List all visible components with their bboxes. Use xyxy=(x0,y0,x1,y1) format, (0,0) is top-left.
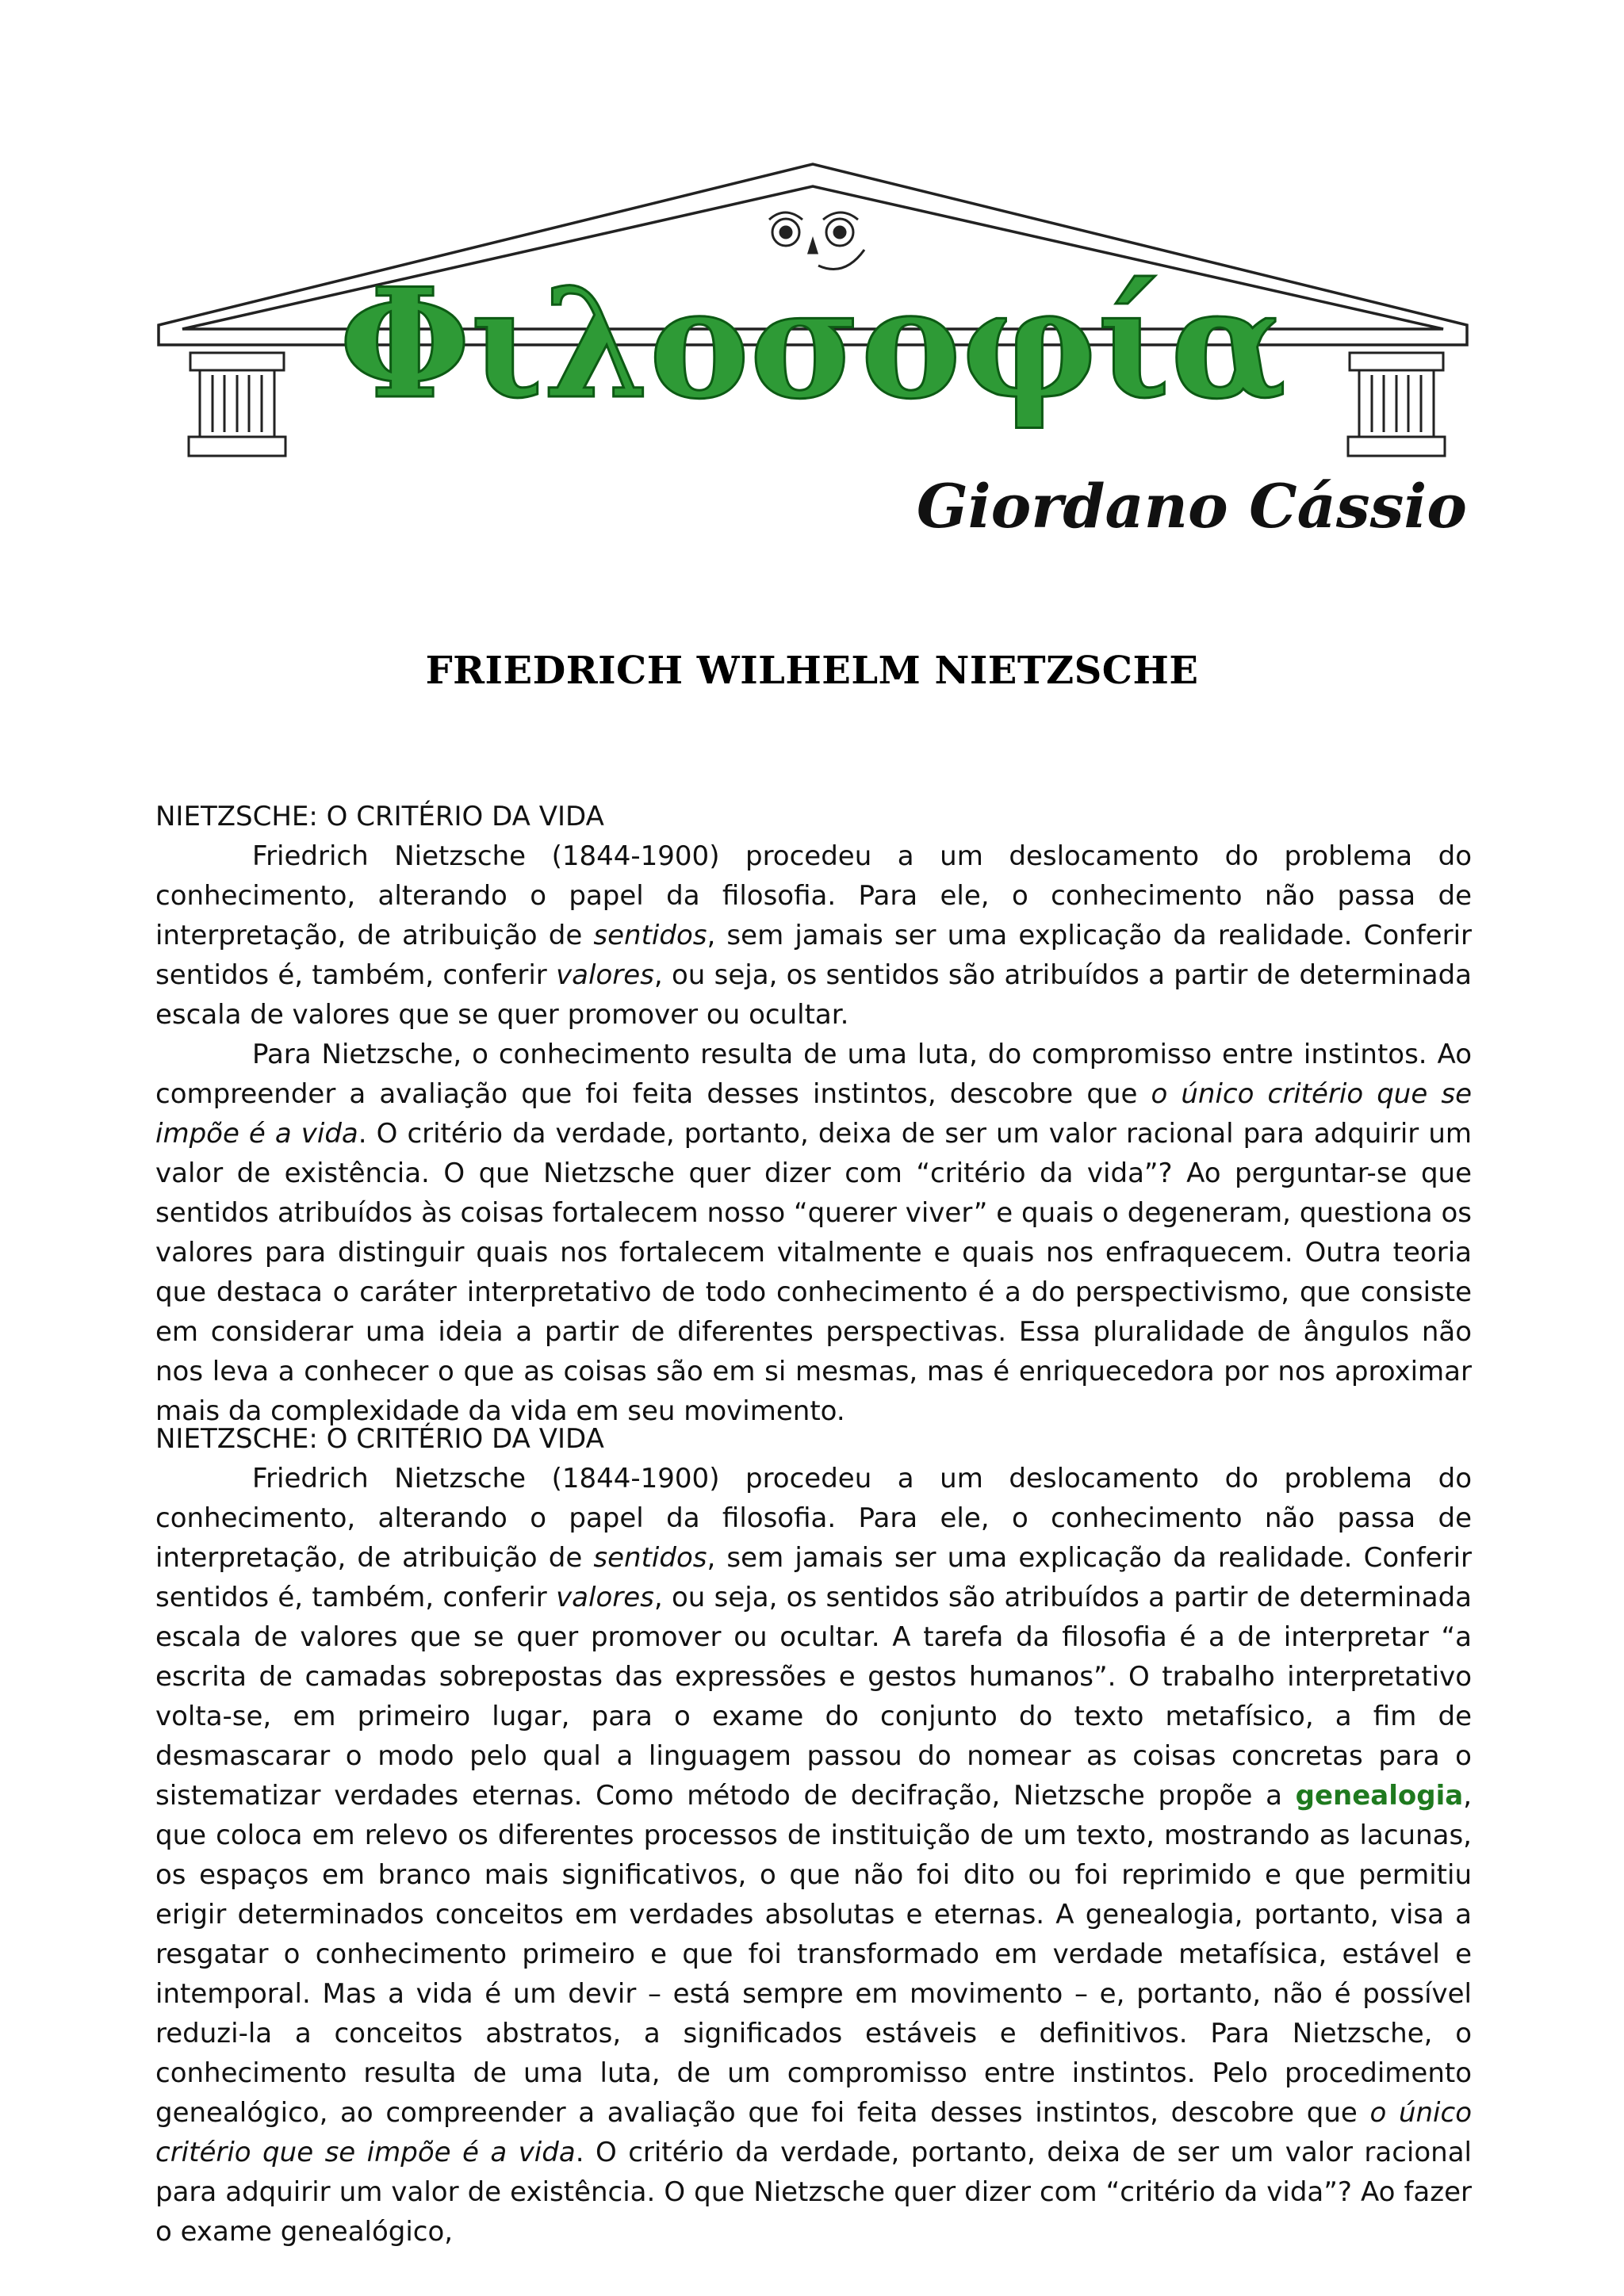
right-column xyxy=(1348,353,1445,456)
section-criterio-da-vida-extended xyxy=(155,1419,1472,2252)
text-run: , ou seja, os sentidos são atribuídos a partir de determinada escala de valores que se quer promover ou ocultar. xyxy=(155,959,1472,1031)
paragraph xyxy=(155,836,1472,1035)
italic-term: o único critério que se impõe é a vida xyxy=(155,2097,1472,2168)
text-run: Para Nietzsche, o conhecimento resulta de uma luta, do compromisso entre instintos. Ao compreender a avaliação que foi feita desses instintos, descobre que xyxy=(155,1039,1472,1110)
left-column xyxy=(189,353,285,456)
italic-term: valores xyxy=(556,1582,654,1613)
text-run: , sem jamais ser uma explicação da realidade. Conferir sentidos é, também, conferir xyxy=(155,1542,1472,1613)
section-criterio-da-vida xyxy=(155,797,1472,1431)
text-run: , ou seja, os sentidos são atribuídos a partir de determinada escala de valores que se quer promover ou ocultar. A tarefa da filosofia é a de interpretar “a escrita de camadas sobrepostas das expressões e gestos humanos”. O trabalho interpretativo volta-se, em primeiro lugar, para o exame do conjunto do texto metafísico, a fim de desmascarar o modo pelo qual a linguagem passou do nomear as coisas concretas para o sistematizar verdades eternas. Como método de decifração, Nietzsche propõe a xyxy=(155,1582,1472,1812)
philosophy-logo xyxy=(151,155,1483,551)
document-title: FRIEDRICH WILHELM NIETZSCHE xyxy=(425,649,1199,693)
paragraph xyxy=(155,1459,1472,2252)
highlighted-term-genealogia: genealogia xyxy=(1295,1780,1464,1812)
text-run: , sem jamais ser uma explicação da realidade. Conferir sentidos é, também, conferir xyxy=(155,920,1472,991)
text-run: Friedrich Nietzsche (1844-1900) procedeu a um deslocamento do problema do conhecimento, alterando o papel da filosofia. Para ele, o conhecimento não passa de interpretação, de atribuição de xyxy=(155,1463,1472,1574)
author-signature: Giordano Cássio xyxy=(916,471,1467,541)
section-heading: NIETZSCHE: O CRITÉRIO DA VIDA xyxy=(155,801,604,832)
paragraph xyxy=(155,1035,1472,1431)
italic-term: sentidos xyxy=(593,920,707,951)
italic-term: o único critério que se impõe é a vida xyxy=(155,1078,1472,1150)
text-run: Friedrich Nietzsche (1844-1900) procedeu a um deslocamento do problema do conhecimento, alterando o papel da filosofia. Para ele, o conhecimento não passa de interpretação, de atribuição de xyxy=(155,840,1472,951)
section-heading: NIETZSCHE: O CRITÉRIO DA VIDA xyxy=(155,1423,604,1455)
text-run: , que coloca em relevo os diferentes processos de instituição de um texto, mostrando as lacunas, os espaços em branco mais significativos, o que não foi dito ou foi reprimido e que permitiu erigir determinados conceitos em verdades absolutas e eternas. A genealogia, portanto, visa a resgatar o conhecimento primeiro e que foi transformado em verdade metafísica, estável e intemporal. Mas a vida é um devir – está sempre em movimento – e, portanto, não é possível reduzi-la a conceitos abstratos, a significados estáveis e definitivos. Para Nietzsche, o conhecimento resulta de uma luta, de um compromisso entre instintos. Pelo procedimento genealógico, ao compreender a avaliação que foi feita desses instintos, descobre que xyxy=(155,1780,1472,2129)
italic-term: valores xyxy=(556,959,654,991)
text-run: . O critério da verdade, portanto, deixa de ser um valor racional para adquirir um valor de existência. O que Nietzsche quer dizer com “critério da vida”? Ao perguntar-se que sentidos atribuídos às coisas fortalecem nosso “querer viver” e quais o degeneram, questiona os valores para distinguir quais nos fortalecem vitalmente e quais nos enfraquecem. Outra teoria que destaca o caráter interpretativo de todo conhecimento é a do perspectivismo, que consiste em considerar uma ideia a partir de diferentes perspectivas. Essa pluralidade de ângulos não nos leva a conhecer o que as coisas são em si mesmas, mas é enriquecedora por nos aproximar mais da complexidade da vida em seu movimento. xyxy=(155,1118,1472,1427)
italic-term: sentidos xyxy=(593,1542,707,1574)
logo-wordmark: Φιλοσοφία xyxy=(339,255,1287,432)
text-run: . O critério da verdade, portanto, deixa de ser um valor racional para adquirir um valor de existência. O que Nietzsche quer dizer com “critério da vida”? Ao fazer o exame genealógico, xyxy=(155,2137,1473,2248)
